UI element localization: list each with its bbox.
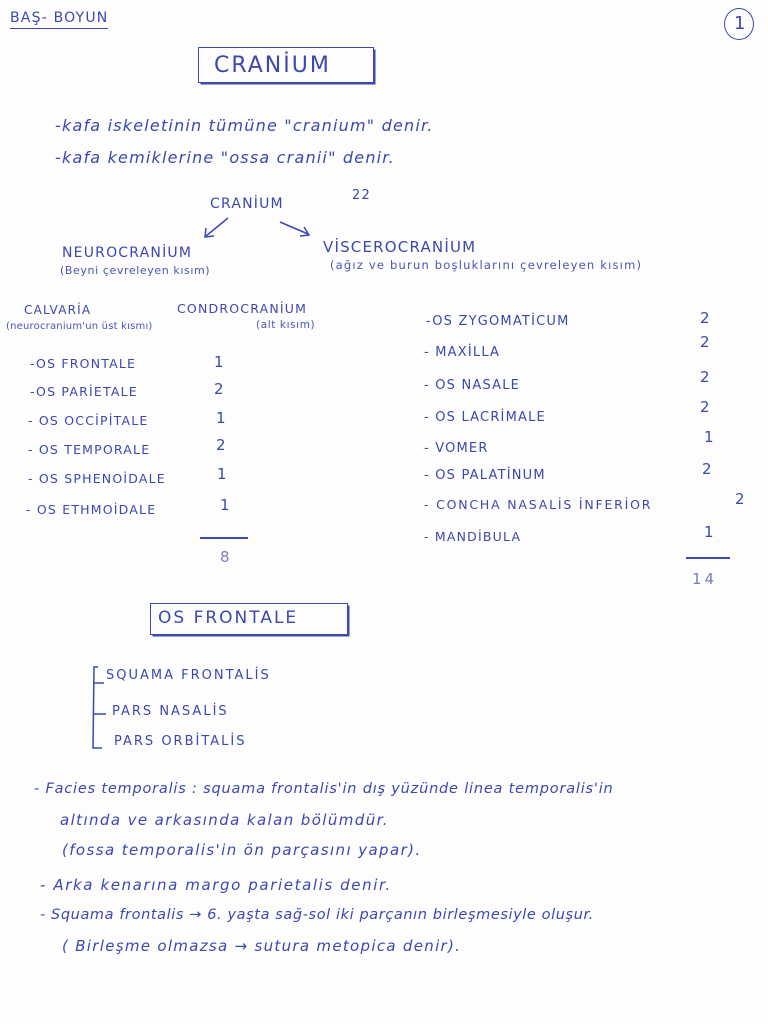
tree-root-count: 22 <box>352 188 371 203</box>
viscero-bone-6: - OS PALATİNUM <box>424 468 546 483</box>
neuro-bone-3: - OS OCCİPİTALE <box>28 413 149 428</box>
neuro-count-2: 2 <box>214 380 225 398</box>
section-title: OS FRONTALE <box>158 608 299 628</box>
page-title: CRANİUM <box>214 53 331 78</box>
neuro-bone-4: - OS TEMPORALE <box>28 442 151 457</box>
neuro-bone-6: - OS ETHMOİDALE <box>26 502 157 517</box>
viscero-count-2: 2 <box>700 333 711 351</box>
neuro-count-5: 1 <box>217 465 228 483</box>
note-line-6: ( Birleşme olmazsa → sutura metopica denir). <box>62 937 462 955</box>
neuro-count-3: 1 <box>216 409 227 427</box>
viscero-total: 14 <box>692 570 718 588</box>
neuro-count-6: 1 <box>220 496 231 514</box>
viscero-bone-8: - MANDİBULA <box>424 529 522 544</box>
viscero-bone-4: - OS LACRİMALE <box>424 410 546 425</box>
part-3: PARS ORBİTALİS <box>114 734 247 749</box>
neuro-bone-5: - OS SPHENOİDALE <box>28 471 166 486</box>
viscero-count-3: 2 <box>700 368 711 386</box>
viscerocranium-label: VİSCEROCRANİUM <box>323 238 477 256</box>
viscero-count-5: 1 <box>704 428 715 446</box>
neurocranium-label: NEUROCRANİUM <box>62 245 193 261</box>
calvaria-note: (neurocranium'un üst kısmı) <box>6 321 153 332</box>
viscero-count-6: 2 <box>702 460 713 478</box>
corner-title: BAŞ- BOYUN <box>10 10 108 29</box>
part-1: SQUAMA FRONTALİS <box>106 668 271 683</box>
note-line-3: (fossa temporalis'in ön parçasını yapar). <box>62 841 422 859</box>
neurocranium-note: (Beyni çevreleyen kısım) <box>60 264 211 277</box>
viscero-count-4: 2 <box>700 398 711 416</box>
intro-line-2: -kafa kemiklerine "ossa cranii" denir. <box>55 148 395 167</box>
viscero-bone-1: -OS ZYGOMATİCUM <box>426 314 570 329</box>
neuro-total: 8 <box>220 548 231 566</box>
note-line-4: - Arka kenarına margo parietalis denir. <box>40 876 392 894</box>
neuro-count-4: 2 <box>216 436 227 454</box>
page-number: 1 <box>734 13 747 34</box>
viscero-count-7: 2 <box>735 490 746 508</box>
neuro-bone-1: -OS FRONTALE <box>30 356 137 371</box>
neuro-bone-2: -OS PARİETALE <box>30 384 138 399</box>
condrocranium-label: CONDROCRANİUM <box>177 301 308 316</box>
intro-line-1: -kafa iskeletinin tümüne "cranium" denir. <box>55 116 434 135</box>
viscero-count-8: 1 <box>704 523 715 541</box>
calvaria-label: CALVARİA <box>24 303 92 317</box>
part-2: PARS NASALİS <box>112 704 229 719</box>
viscero-count-1: 2 <box>700 309 711 327</box>
viscero-bone-3: - OS NASALE <box>424 378 521 393</box>
viscero-bone-5: - VOMER <box>424 441 489 456</box>
condrocranium-note: (alt kısım) <box>256 319 316 331</box>
viscerocranium-note: (ağız ve burun boşluklarını çevreleyen kısım) <box>330 258 643 272</box>
neuro-count-1: 1 <box>214 353 225 371</box>
note-line-2: altında ve arkasında kalan bölümdür. <box>60 811 389 829</box>
viscero-bone-2: - MAXİLLA <box>424 345 501 360</box>
tree-root: CRANİUM <box>210 196 284 212</box>
viscero-bone-7: - CONCHA NASALİS İNFERİOR <box>424 497 653 512</box>
note-line-1: - Facies temporalis : squama frontalis'in dış yüzünde linea temporalis'in <box>34 781 614 797</box>
note-line-5: - Squama frontalis → 6. yaşta sağ-sol iki parçanın birleşmesiyle oluşur. <box>40 907 594 923</box>
